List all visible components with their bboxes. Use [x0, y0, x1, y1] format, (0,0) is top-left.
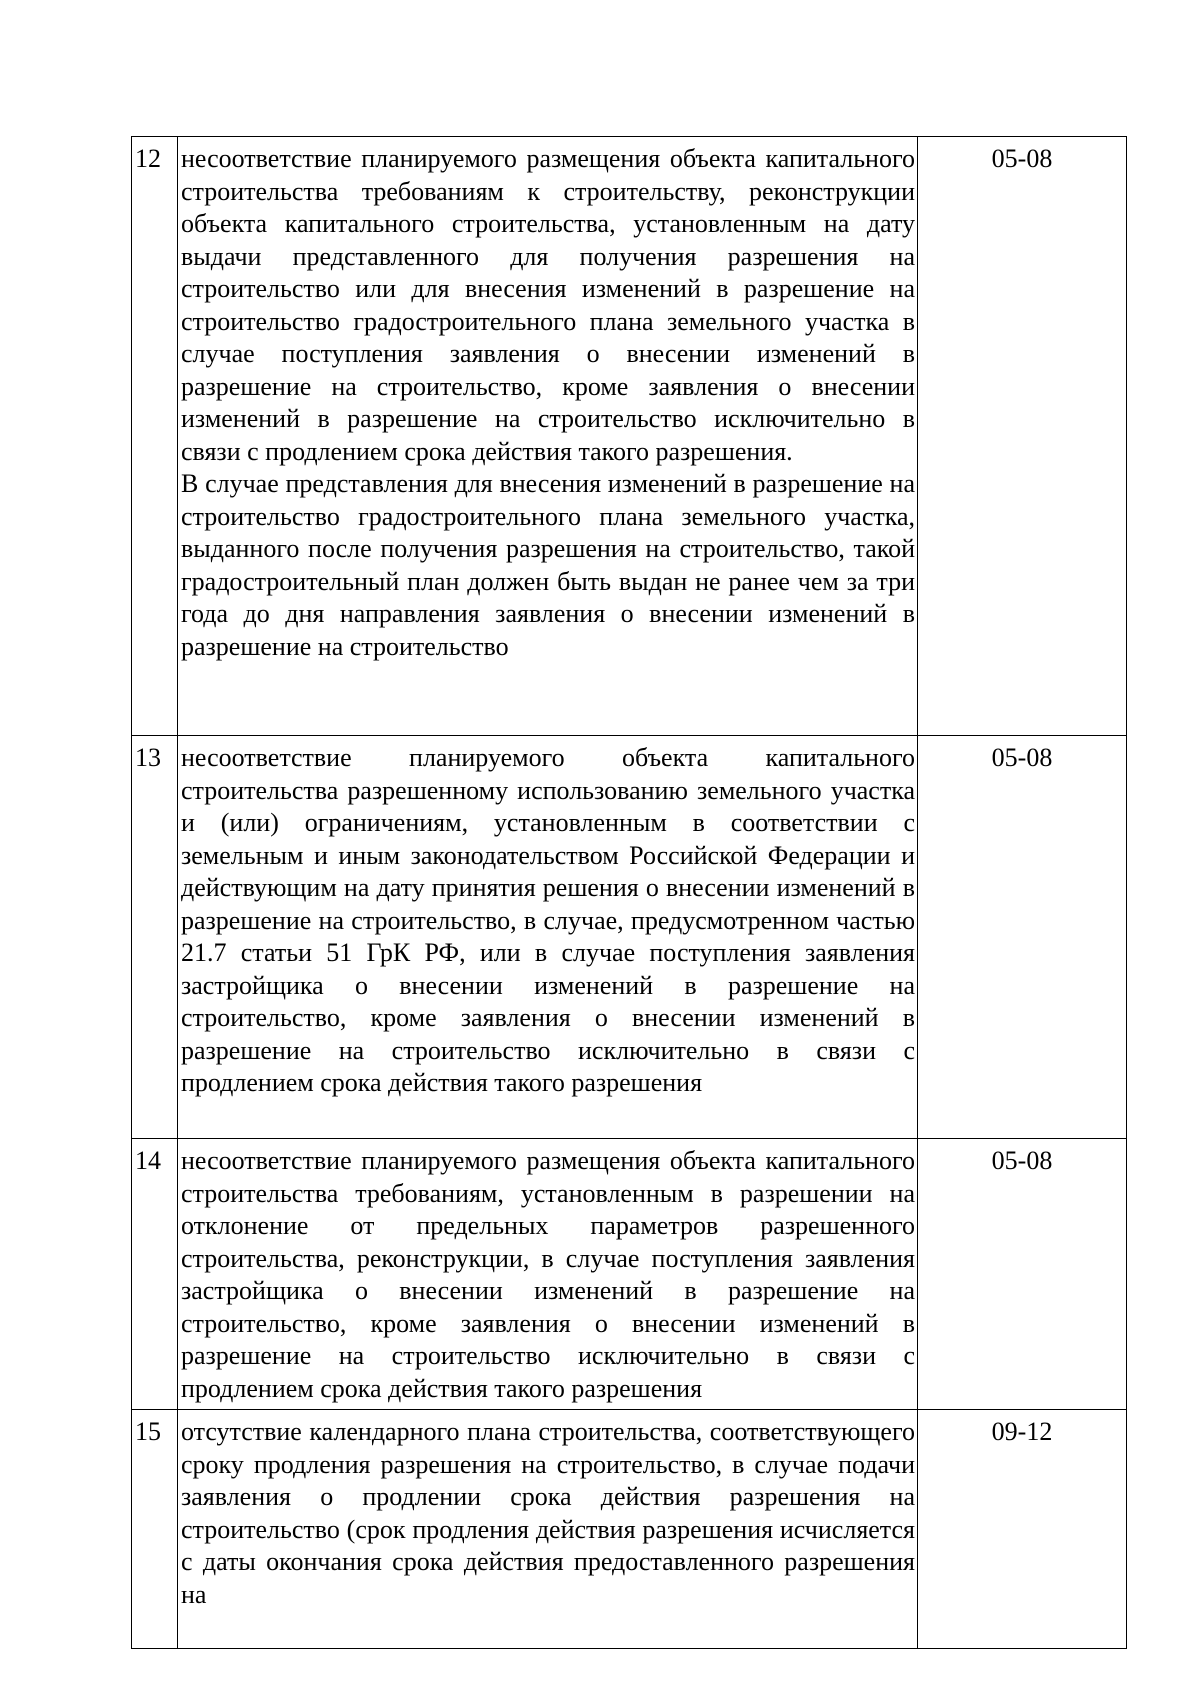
description-paragraph: В случае представления для внесения изменений в разрешение на строительство градостроительного плана земельного участка, выданного после получения разрешения на строительство, такой градостроительный план должен быть выдан не ранее чем за три года до дня направления заявления о внесении изменений в разрешение на строительство: [181, 469, 915, 661]
row-number: 15: [132, 1410, 178, 1649]
table-row: [132, 1410, 1127, 1649]
table-row: [132, 736, 1127, 1139]
table-row: [132, 1139, 1127, 1410]
row-number: 14: [132, 1139, 178, 1410]
description-paragraph: несоответствие планируемого объекта капитального строительства разрешенному использованию земельного участка и (или) ограничениям, установленным в соответствии с земельным и иным законодательством Российской Федерации и действующим на дату принятия решения о внесении изменений в разрешение на строительство, в случае, предусмотренном частью 21.7 статьи 51 ГрК РФ, или в случае поступления заявления застройщика о внесении изменений в разрешение на строительство, кроме заявления о внесении изменений в разрешение на строительство исключительно в связи с продлением срока действия такого разрешения: [181, 743, 915, 1097]
table-row: [132, 137, 1127, 736]
description-paragraph: несоответствие планируемого размещения объекта капитального строительства требованиям к строительству, реконструкции объекта капитального строительства, установленным на дату выдачи представленного для получения разрешения на строительство или для внесения изменений в разрешение на строительство градостроительного плана земельного участка в случае поступления заявления о внесении изменений в разрешение на строительство, кроме заявления о внесении изменений в разрешение на строительство исключительно в связи с продлением срока действия такого разрешения.: [181, 144, 915, 466]
row-code: 05-08: [918, 736, 1127, 1139]
row-number: 12: [132, 137, 178, 736]
row-code: 05-08: [918, 137, 1127, 736]
row-description: [178, 736, 918, 1139]
row-description: [178, 137, 918, 736]
row-code: 09-12: [918, 1410, 1127, 1649]
description-paragraph: отсутствие календарного плана строительства, соответствующего сроку продления разрешения на строительство, в случае подачи заявления о продлении срока действия разрешения на строительство (срок продления действия разрешения исчисляется с даты окончания срока действия предоставленного разрешения на: [181, 1417, 915, 1609]
row-description: [178, 1410, 918, 1649]
row-description: [178, 1139, 918, 1410]
description-paragraph: несоответствие планируемого размещения объекта капитального строительства требованиям, установленным в разрешении на отклонение от предельных параметров разрешенного строительства, реконструкции, в случае поступления заявления застройщика о внесении изменений в разрешение на строительство, кроме заявления о внесении изменений в разрешение на строительство исключительно в связи с продлением срока действия такого разрешения: [181, 1146, 915, 1403]
row-code: 05-08: [918, 1139, 1127, 1410]
requirements-table: [131, 136, 1127, 1649]
row-number: 13: [132, 736, 178, 1139]
